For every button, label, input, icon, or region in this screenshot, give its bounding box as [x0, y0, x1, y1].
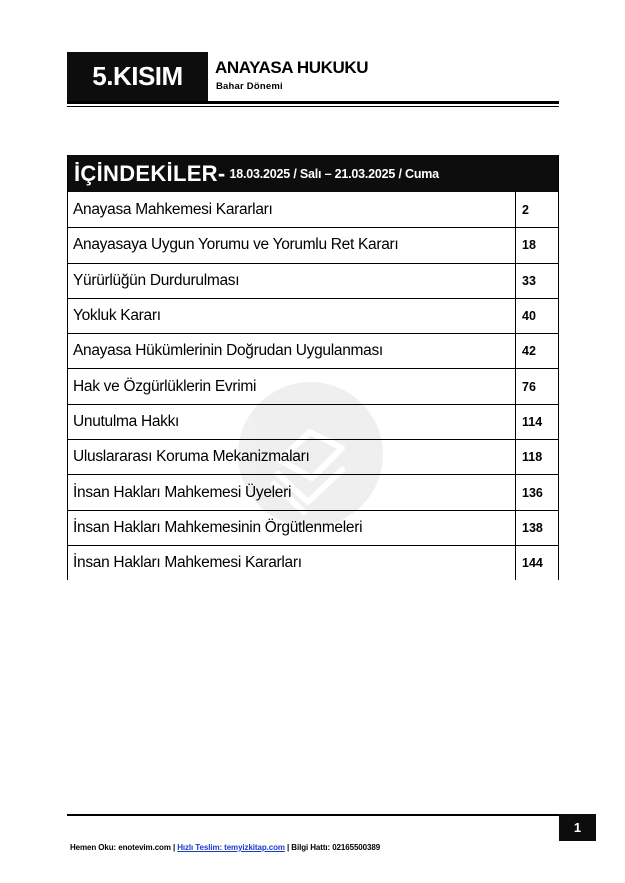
toc-row[interactable] — [68, 333, 558, 368]
footer-rule — [67, 814, 559, 816]
page-number: 1 — [559, 814, 596, 841]
toc-row[interactable] — [68, 545, 558, 580]
footer-phone-label: Bilgi Hattı: 02165500389 — [291, 843, 381, 852]
toc-row[interactable] — [68, 298, 558, 333]
toc-row-page: 42 — [515, 334, 558, 368]
toc-row[interactable] — [68, 227, 558, 262]
toc-row-page: 144 — [515, 546, 558, 580]
toc-row-page: 40 — [515, 299, 558, 333]
toc-header — [68, 155, 558, 192]
toc-row-page: 18 — [515, 228, 558, 262]
table-of-contents — [67, 155, 559, 580]
toc-row[interactable] — [68, 474, 558, 509]
toc-row[interactable] — [68, 192, 558, 227]
toc-row-title: Uluslararası Koruma Mekanizmaları — [73, 448, 310, 466]
toc-row-page: 118 — [515, 440, 558, 474]
footer-delivery-link[interactable]: Hızlı Teslim: temyizkitap.com — [177, 843, 285, 852]
toc-heading: İÇİNDEKİLER- — [74, 160, 226, 186]
toc-row-title: Anayasa Hükümlerinin Doğrudan Uygulanması — [73, 342, 383, 360]
toc-row[interactable] — [68, 510, 558, 545]
toc-row-title: Hak ve Özgürlüklerin Evrimi — [73, 377, 257, 395]
toc-row-page: 33 — [515, 264, 558, 298]
toc-row-title: İnsan Hakları Mahkemesi Üyeleri — [73, 483, 292, 501]
toc-row-title: İnsan Hakları Mahkemesi Kararları — [73, 554, 302, 572]
toc-row[interactable] — [68, 404, 558, 439]
toc-row[interactable] — [68, 439, 558, 474]
header-rule-thin — [67, 106, 559, 107]
toc-row-page: 114 — [515, 405, 558, 439]
toc-row-page: 138 — [515, 511, 558, 545]
toc-row[interactable] — [68, 263, 558, 298]
footer-info — [70, 843, 380, 852]
toc-dates: 18.03.2025 / Salı – 21.03.2025 / Cuma — [229, 166, 439, 181]
toc-row-title: Anayasaya Uygun Yorumu ve Yorumlu Ret Kararı — [73, 236, 399, 254]
toc-row-title: Unutulma Hakkı — [73, 412, 180, 430]
page-subtitle: Bahar Dönemi — [216, 81, 283, 92]
footer-separator: | — [172, 843, 176, 852]
footer-separator: | — [287, 843, 290, 852]
header-rule-thick — [67, 101, 559, 104]
toc-row-title: Yokluk Kararı — [73, 307, 161, 325]
toc-row-title: Yürürlüğün Durdurulması — [73, 271, 240, 289]
toc-row-page: 2 — [515, 192, 558, 227]
toc-row-page: 76 — [515, 369, 558, 403]
footer-read-label: Hemen Oku: enotevim.com — [70, 843, 171, 852]
toc-row-title: Anayasa Mahkemesi Kararları — [73, 200, 273, 218]
toc-row[interactable] — [68, 368, 558, 403]
toc-row-page: 136 — [515, 475, 558, 509]
section-badge: 5.KISIM — [67, 52, 208, 101]
toc-row-title: İnsan Hakları Mahkemesinin Örgütlenmeleri — [73, 518, 363, 536]
page-title: ANAYASA HUKUKU — [215, 58, 369, 77]
